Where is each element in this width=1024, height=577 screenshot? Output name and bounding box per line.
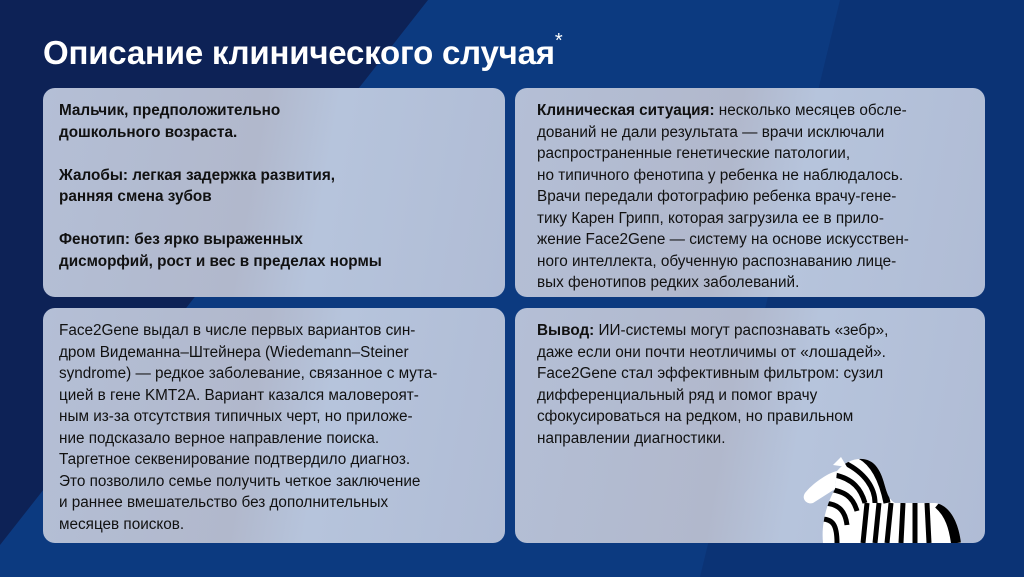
patient-card (43, 88, 505, 297)
clinical-situation-card: Клиническая ситуация: несколько месяцев обсле- дований не дали результата — врачи исключали распространенные генетические патологии, но типичного фенотипа у ребенка не наблюдалось. Врачи передали фотографию ребенка врачу-гене- тику Карен Грипп, которая загрузила ее в прило- жение Face2Gene — систему на основе искусствен- ного интеллекта, обученную распознаванию лице- вых фенотипов редких заболеваний. (515, 88, 985, 297)
page-title: Описание клинического случая* (43, 30, 563, 71)
conclusion-label: Вывод: (537, 322, 595, 339)
patient-complaints: Жалобы: легкая задержка развития, ранняя смена зубов (59, 166, 336, 205)
patient-age: Мальчик, предположительно дошкольного возраста. (59, 102, 281, 141)
situation-label: Клиническая ситуация: (537, 102, 715, 119)
zebra-icon (775, 433, 965, 543)
patient-phenotype: Фенотип: без ярко выраженных дисморфий, рост и вес в пределах нормы (59, 231, 382, 270)
footnote-mark: * (554, 30, 563, 52)
conclusion-card: Вывод: ИИ-системы могут распознавать «зебр», даже если они почти неотличимы от «лошадей». Face2Gene стал эффективным фильтром: сузил дифференциальный ряд и помог врачу сфокусироваться на редком, но правильном направлении диагностики. (515, 308, 985, 543)
result-card: Face2Gene выдал в числе первых вариантов син- дром Видеманна–Штейнера (Wiedemann–Steiner syndrome) — редкое заболевание, связанное с мута- цией в гене KMT2A. Вариант казался маловероят- ным из-за отсутствия типичных черт, но приложе- ние подсказало верное направление поиска. Таргетное секвенирование подтвердило диагноз. Это позволило семье получить четкое заключение и раннее вмешательство без дополнительных месяцев поисков. (43, 308, 505, 543)
